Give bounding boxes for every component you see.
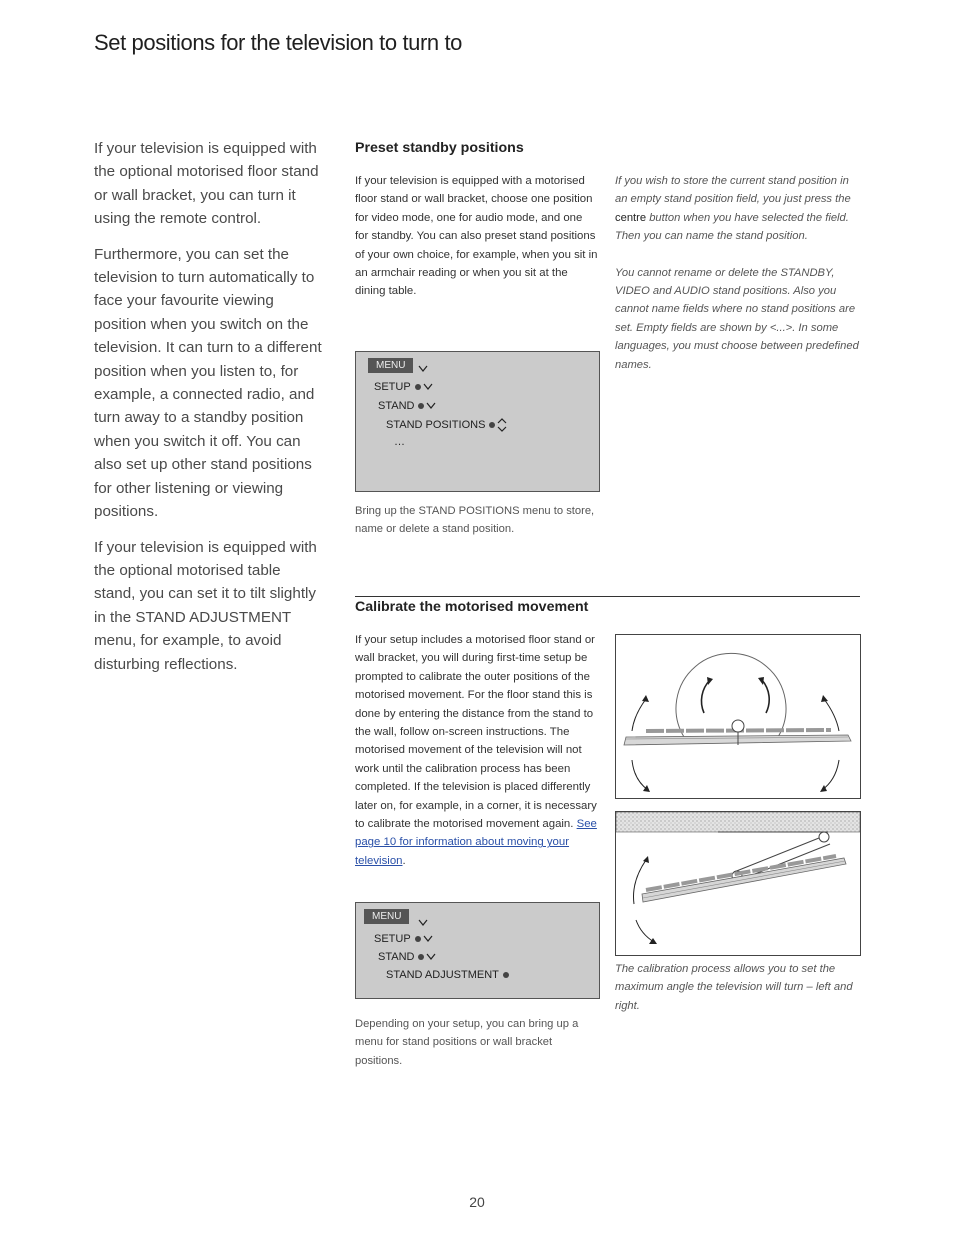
chevron-down-icon: [418, 919, 428, 927]
see-page-10-link[interactable]: See page 10 for information about moving your television: [355, 818, 597, 867]
dot-icon: [489, 422, 495, 428]
menu-item-stand[interactable]: [378, 951, 436, 963]
dot-icon: [415, 936, 421, 942]
intro-paragraph-2: Furthermore, you can set the television to turn automatically to face your favourite viewing position when you switch on the television. It can turn to a different position when you listen to, for example, a connected radio, and turn away to a standby position when you switch it off. You can also set up other stand positions for other listening or viewing positions.: [94, 245, 322, 521]
floor-stand-illustration: [615, 634, 861, 799]
stand-positions-caption: Bring up the STAND POSITIONS menu to store, name or delete a stand position.: [355, 505, 595, 536]
intro-paragraph-1: If your television is equipped with the optional motorised floor stand or wall bracket, you can turn it using the remote control.: [94, 140, 319, 228]
preset-heading: Preset standby positions: [355, 140, 524, 156]
note1-text-b: button when you have selected the field. Then you can name the stand position.: [615, 211, 849, 243]
menu-item-stand-adjustment[interactable]: [386, 969, 509, 981]
wall-bracket-illustration: [615, 811, 861, 956]
floor-stand-diagram: [616, 635, 860, 798]
preset-note-1: [615, 172, 860, 246]
intro-paragraph-3: If your television is equipped with the optional motorised table stand, you can set it to tilt slightly in the STAND ADJUSTMENT menu, for example, to avoid disturbing reflections.: [94, 538, 317, 673]
menu-item-setup[interactable]: [374, 381, 433, 393]
page-title: Set positions for the television to turn to: [94, 30, 463, 55]
menu-item-stand[interactable]: [378, 400, 436, 412]
intro-column: [94, 137, 326, 688]
chevron-down-icon: [426, 953, 436, 961]
wall-bracket-diagram: [616, 812, 860, 955]
illustration-caption: The calibration process allows you to set the maximum angle the television will turn – left and right.: [615, 963, 853, 1012]
menu-item-more: …: [394, 436, 405, 448]
dot-icon: [418, 954, 424, 960]
stand-adjustment-caption: Depending on your setup, you can bring up a menu for stand positions or wall bracket positions.: [355, 1018, 579, 1067]
menu-item-stand-label: STAND: [378, 400, 415, 412]
stand-adjustment-menu: [355, 902, 600, 999]
menu-item-setup-label: SETUP: [374, 381, 411, 393]
calibrate-body: [355, 631, 600, 870]
preset-notes: [615, 172, 860, 392]
dot-icon: [503, 972, 509, 978]
menu-item-setup[interactable]: [374, 933, 433, 945]
menu-tag: MENU: [368, 358, 413, 373]
centre-key: centre: [615, 211, 647, 224]
menu-tag: MENU: [364, 909, 409, 924]
calibrate-body-text: If your setup includes a motorised floor stand or wall bracket, you will during first-time setup be prompted to calibrate the outer positions of the motorised movement. For the floor stand this is done by entering the distance from the stand to the wall, follow on-screen instructions. The motorised movement of the television will not work until the calibration process has been completed. If the television is placed differently later on, for example, in a corner, it is necessary to calibrate the motorised movement again.: [355, 634, 597, 831]
menu-item-stand-label: STAND: [378, 951, 415, 963]
calibrate-heading: Calibrate the motorised movement: [355, 599, 589, 615]
preset-body: If your television is equipped with a motorised floor stand or wall bracket, choose one position for video mode, one for audio mode, and one for standby. You can also preset stand positions of your own choice, for example, when you sit in an armchair reading or when you sit at the dining table.: [355, 175, 598, 298]
page-number: 20: [469, 1194, 485, 1210]
chevron-up-down-icon: [497, 418, 507, 432]
stand-positions-menu: [355, 351, 600, 492]
preset-note-2: You cannot rename or delete the STANDBY, VIDEO and AUDIO stand positions. Also you cannot name fields where no stand positions are set. Empty fields are shown by <...>. In some languages, you must choose between predefined names.: [615, 266, 859, 371]
menu-item-stand-adjustment-label: STAND ADJUSTMENT: [386, 969, 499, 981]
menu-item-setup-label: SETUP: [374, 933, 411, 945]
section-divider: [355, 596, 860, 597]
calibrate-body-end: .: [402, 854, 406, 867]
chevron-down-icon: [426, 402, 436, 410]
menu-item-stand-positions[interactable]: [386, 418, 507, 432]
chevron-down-icon: [423, 383, 433, 391]
menu-item-stand-positions-label: STAND POSITIONS: [386, 418, 486, 431]
dot-icon: [418, 403, 424, 409]
note1-text-a: If you wish to store the current stand position in an empty stand position field, you just press the: [615, 175, 851, 206]
dot-icon: [415, 384, 421, 390]
chevron-down-icon: [423, 935, 433, 943]
chevron-down-icon: [418, 365, 428, 373]
